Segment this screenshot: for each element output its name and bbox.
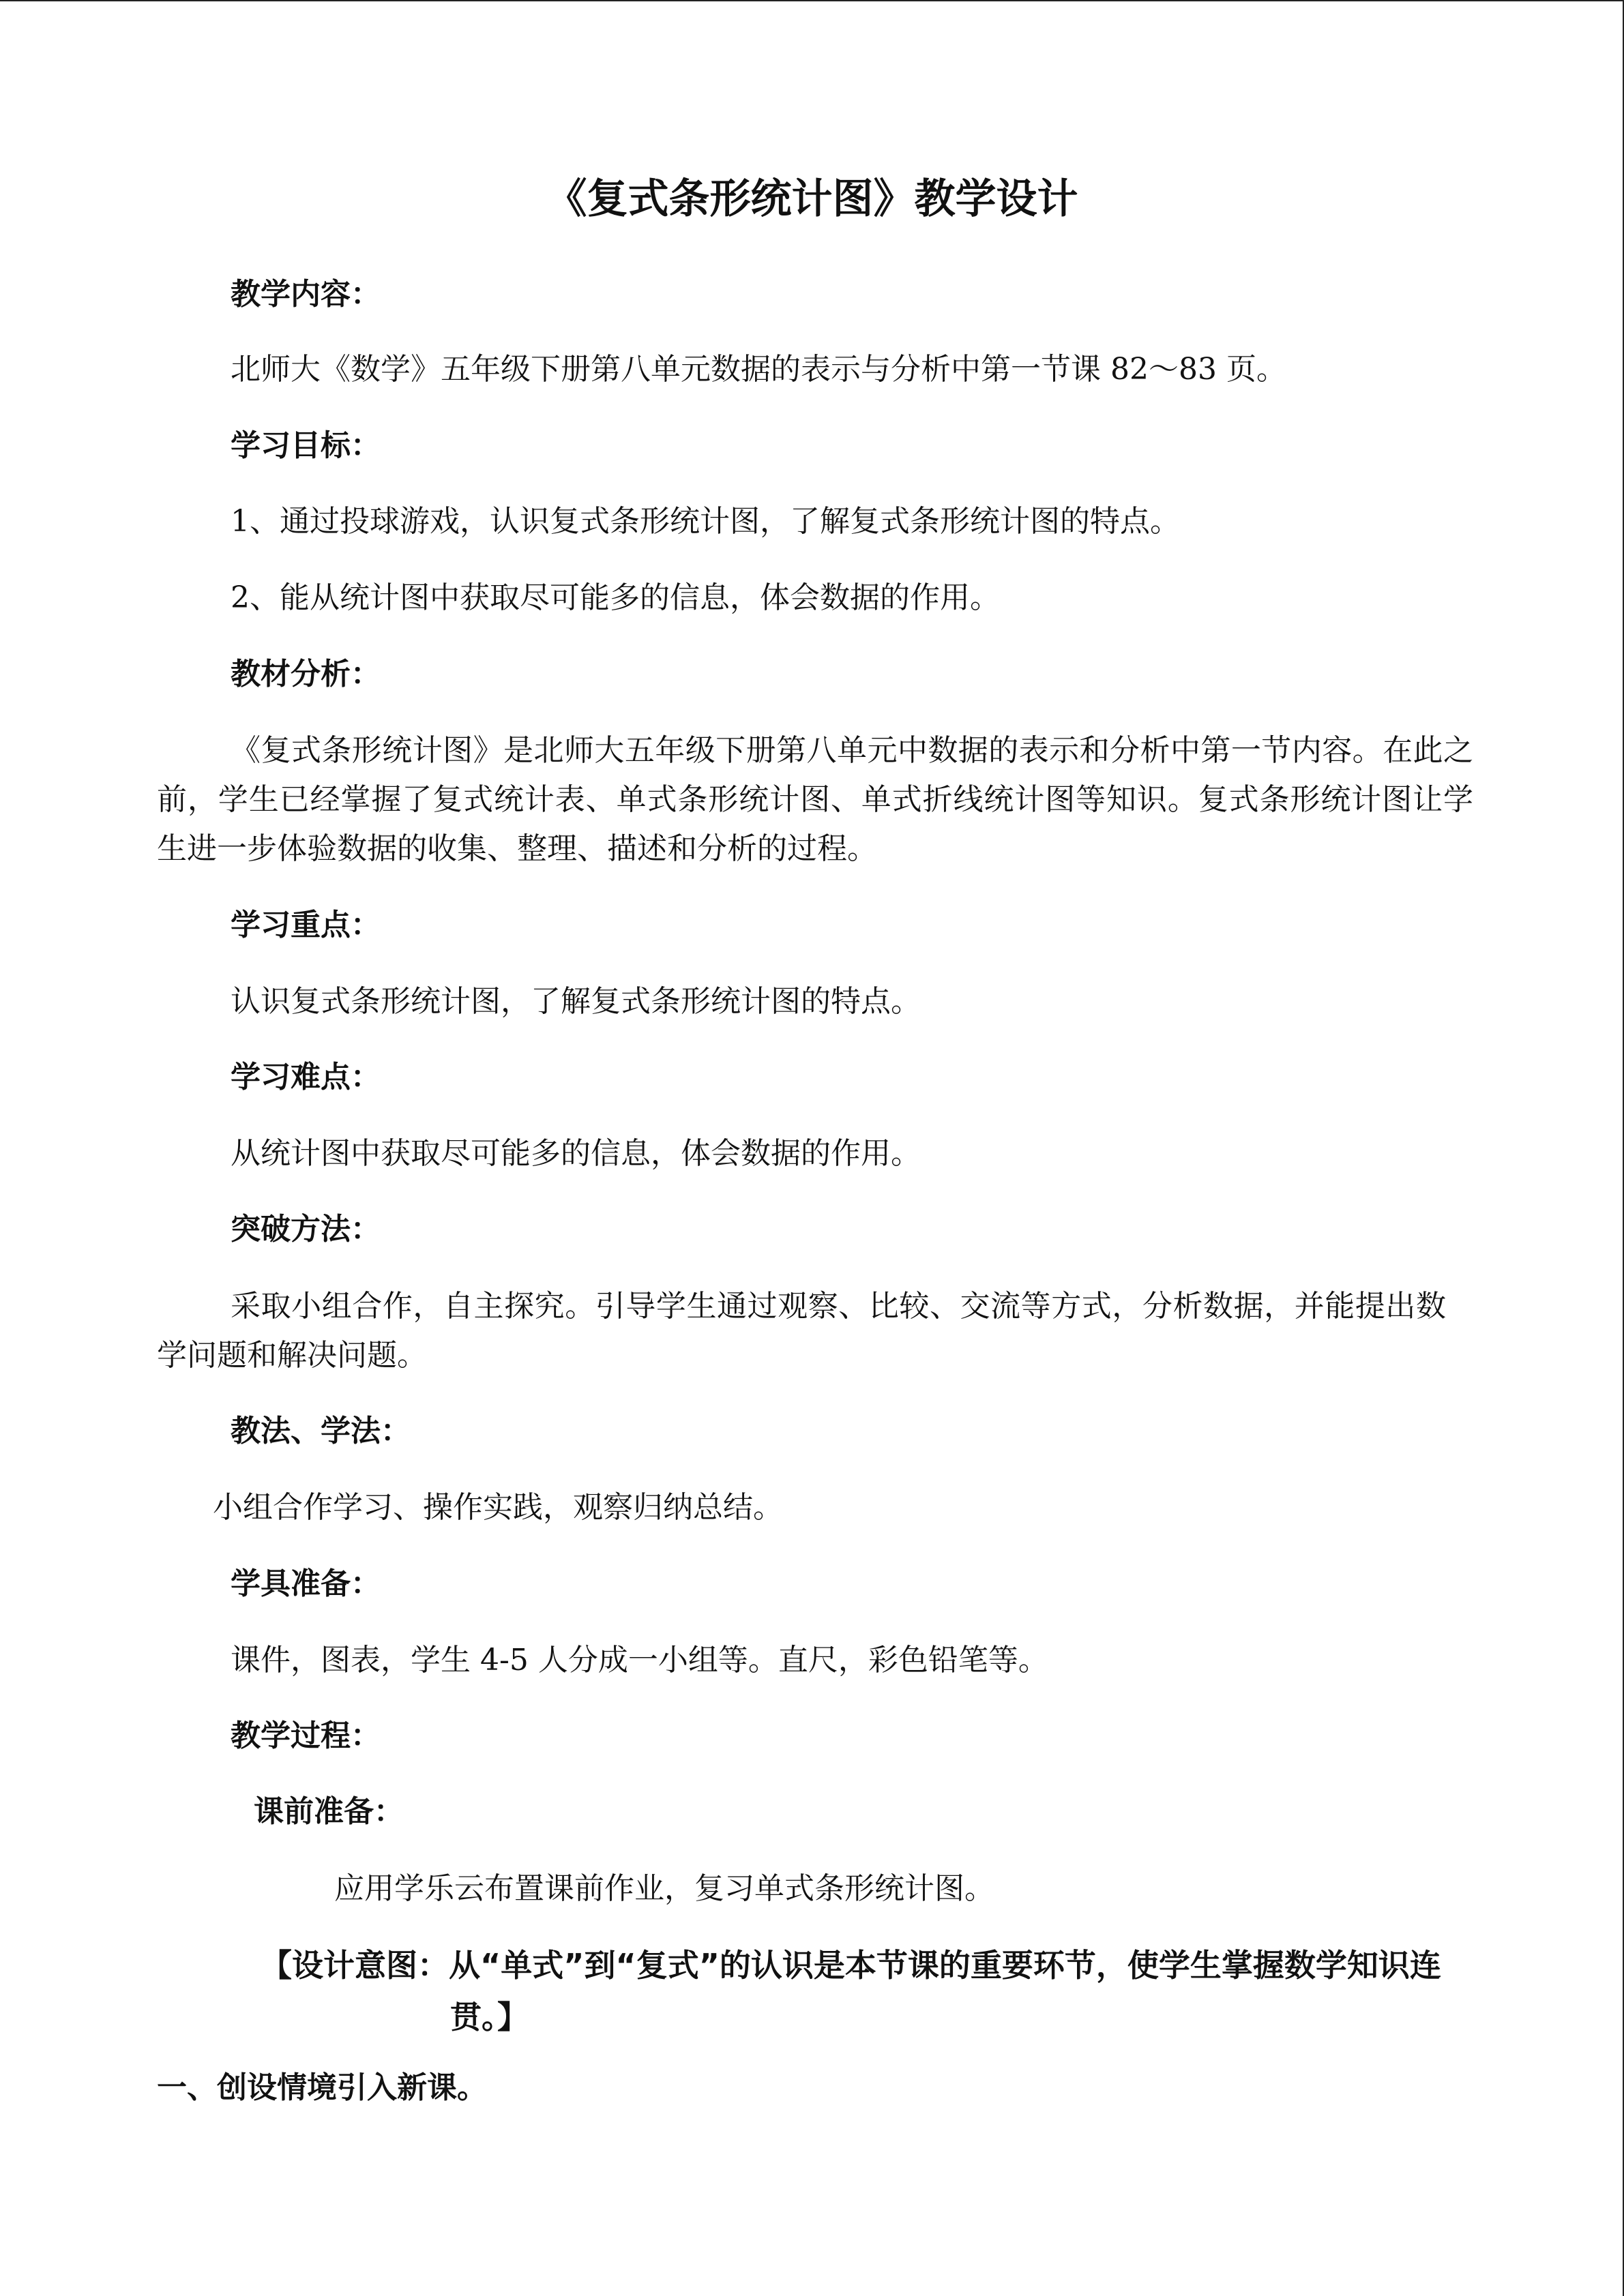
prep-heading: 课前准备： <box>254 1794 404 1829</box>
content-text: 北师大《数学》五年级下册第八单元数据的表示与分析中第一节课 82～83 页。 <box>231 352 1286 387</box>
goal-item-2: 2、能从统计图中获取尽可能多的信息，体会数据的作用。 <box>231 580 1000 615</box>
method-heading: 突破方法： <box>231 1212 381 1247</box>
goals-heading: 学习目标： <box>231 428 381 463</box>
prep-text: 应用学乐云布置课前作业，复习单式条形统计图。 <box>334 1871 994 1906</box>
analysis-paragraph: 《复式条形统计图》是北师大五年级下册第八单元中数据的表示和分析中第一节内容。在此之前，学生已经掌握了复式统计表、单式条形统计图、单式折线统计图等知识。复式条形统计图让学生进一步体验数据的收集、整理、描述和分析的过程。 <box>157 733 1473 866</box>
teaching-method-heading: 教法、学法： <box>231 1414 411 1448</box>
key-points-heading: 学习重点： <box>231 908 381 942</box>
goal-item-1: 1、通过投球游戏，认识复式条形统计图，了解复式条形统计图的特点。 <box>231 504 1180 539</box>
key-points-text: 认识复式条形统计图，了解复式条形统计图的特点。 <box>231 984 921 1019</box>
part-one-heading: 一、创设情境引入新课。 <box>157 2070 487 2105</box>
analysis-heading: 教材分析： <box>231 657 381 691</box>
difficulty-text: 从统计图中获取尽可能多的信息，体会数据的作用。 <box>231 1136 921 1171</box>
tools-heading: 学具准备： <box>231 1566 381 1601</box>
tools-text: 课件，图表，学生 4-5 人分成一小组等。直尺，彩色铅笔等。 <box>231 1643 1048 1678</box>
design-intent-note: 【设计意图：从“单式”到“复式”的认识是本节课的重要环节，使学生掌握数学知识连贯。】 <box>261 1947 1441 2036</box>
page-title: 《复式条形统计图》教学设计 <box>546 175 1078 223</box>
process-heading: 教学过程： <box>231 1718 381 1753</box>
content-heading: 教学内容： <box>231 277 381 312</box>
method-paragraph: 采取小组合作，自主探究。引导学生通过观察、比较、交流等方式，分析数据，并能提出数学问题和解决问题。 <box>157 1289 1446 1373</box>
teaching-method-text: 小组合作学习、操作实践，观察归纳总结。 <box>213 1490 783 1525</box>
difficulty-heading: 学习难点： <box>231 1060 381 1094</box>
